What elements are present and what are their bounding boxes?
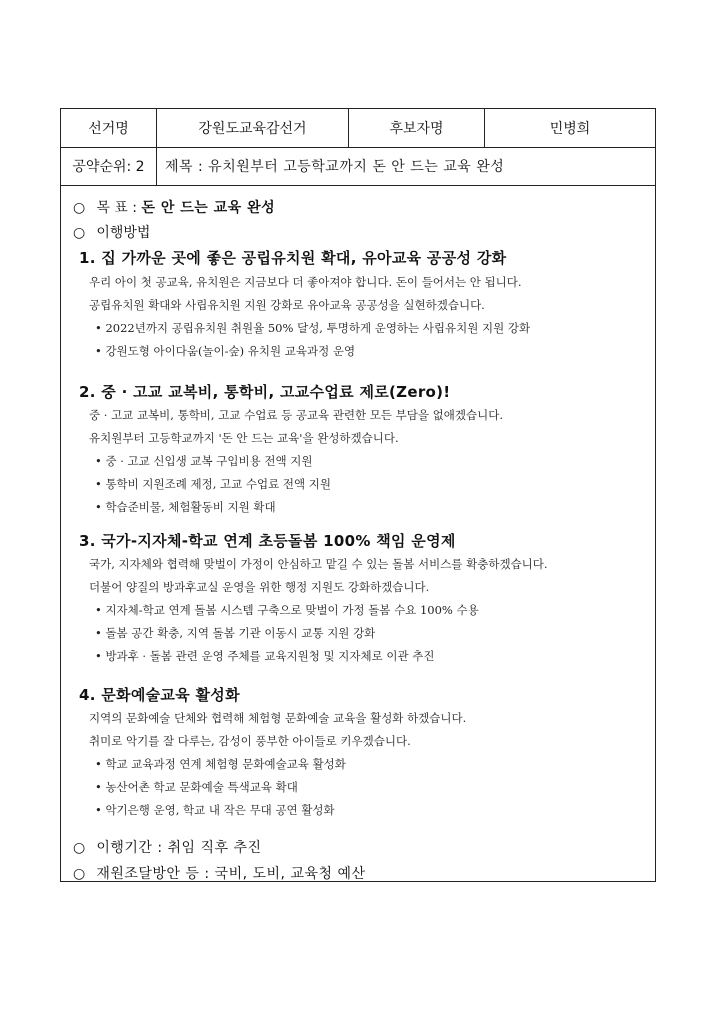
goal-line (73, 197, 275, 217)
candidate-value: 민병희 (549, 121, 591, 137)
bullet-item: • 돌봄 공간 확충, 지역 돌봄 기관 이동시 교통 지원 강화 (95, 626, 376, 640)
bullet-item: • 강원도형 아이다움(놀이-숲) 유치원 교육과정 운영 (95, 344, 356, 358)
bullet-item: • 중 · 고교 신입생 교복 구입비용 전액 지원 (95, 454, 313, 468)
bullet-item: • 학교 교육과정 연계 체험형 문화예술교육 활성화 (95, 757, 346, 771)
section-text: 더불어 양질의 방과후교실 운영을 위한 행정 지원도 강화하겠습니다. (89, 580, 430, 594)
goal-text: 돈 안 드는 교육 완성 (141, 200, 276, 216)
election-label: 선거명 (61, 109, 157, 147)
funding-line (73, 863, 366, 883)
bullet-item: • 농산어촌 학교 문화예술 특색교육 확대 (95, 780, 298, 794)
method-label: 이행방법 (96, 225, 151, 241)
method-line (73, 222, 150, 242)
bullet-item: • 학습준비물, 체험활동비 지원 확대 (95, 500, 276, 514)
election-value: 강원도교육감선거 (157, 109, 349, 147)
period-text: 이행기간 : 취임 직후 추진 (96, 840, 262, 856)
section-text: 취미로 악기를 잘 다루는, 감성이 풍부한 아이들로 키우겠습니다. (89, 734, 411, 748)
pledge-row (61, 147, 655, 186)
bullet-item: • 지자체-학교 연계 돌봄 시스템 구축으로 맞벌이 가정 돌봄 수요 100% 수용 (95, 603, 479, 617)
circle-marker-icon: ○ (73, 840, 86, 856)
bullet-item: • 방과후 · 돌봄 관련 운영 주체를 교육지원청 및 지자체로 이관 추진 (95, 649, 435, 663)
section-heading: 2. 중 · 고교 교복비, 통학비, 고교수업료 제로(Zero)! (79, 383, 451, 401)
section-text: 중 · 고교 교복비, 통학비, 고교 수업료 등 공교육 관련한 모든 부담을 없애겠습니다. (89, 408, 503, 422)
section-heading: 1. 집 가까운 곳에 좋은 공립유치원 확대, 유아교육 공공성 강화 (79, 249, 507, 267)
bullet-item: • 2022년까지 공립유치원 취원율 50% 달성, 투명하게 운영하는 사립유치원 지원 강화 (95, 321, 531, 335)
circle-marker-icon: ○ (73, 866, 86, 882)
section-text: 공립유치원 확대와 사립유치원 지원 강화로 유아교육 공공성을 실현하겠습니다. (89, 298, 485, 312)
section-heading: 3. 국가-지자체-학교 연계 초등돌봄 100% 책임 운영제 (79, 532, 456, 550)
pledge-form (60, 108, 656, 882)
pledge-title: 제목 : 유치원부터 고등학교까지 돈 안 드는 교육 완성 (165, 159, 505, 175)
section-text: 지역의 문화예술 단체와 협력해 체험형 문화예술 교육을 활성화 하겠습니다. (89, 711, 467, 725)
period-line (73, 837, 262, 857)
circle-marker-icon: ○ (73, 200, 86, 216)
bullet-item: • 악기은행 운영, 학교 내 작은 무대 공연 활성화 (95, 803, 335, 817)
header-row (61, 109, 655, 148)
section-text: 우리 아이 첫 공교육, 유치원은 지금보다 더 좋아져야 합니다. 돈이 들어서는 안 됩니다. (89, 275, 522, 289)
section-text: 국가, 지자체와 협력해 맞벌이 가정이 안심하고 맡길 수 있는 돌봄 서비스를 확충하겠습니다. (89, 557, 548, 571)
section-text: 유치원부터 고등학교까지 '돈 안 드는 교육'을 완성하겠습니다. (89, 431, 399, 445)
candidate-label: 후보자명 (349, 109, 485, 147)
goal-label: 목 표 : (96, 200, 142, 216)
circle-marker-icon: ○ (73, 225, 86, 241)
section-heading: 4. 문화예술교육 활성화 (79, 686, 240, 704)
bullet-item: • 통학비 지원조례 제정, 고교 수업료 전액 지원 (95, 477, 331, 491)
funding-text: 재원조달방안 등 : 국비, 도비, 교육청 예산 (96, 866, 366, 882)
pledge-rank: 공약순위: 2 (61, 147, 157, 185)
